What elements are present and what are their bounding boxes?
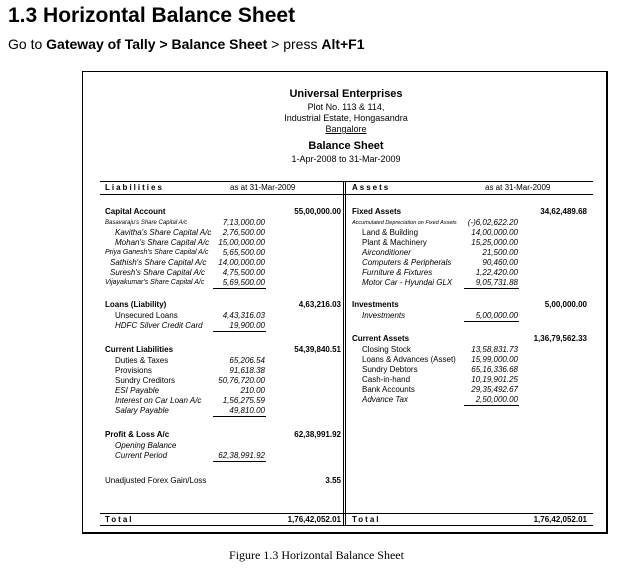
company-city: Bangalore xyxy=(325,124,367,134)
fixed-item-name: Accumulated Depreciation on Fixed Assets xyxy=(352,220,457,226)
current-assets-label: Current Assets xyxy=(352,334,410,343)
fixed-item-name: Motor Car - Hyundai GLX xyxy=(362,278,453,287)
current-liab-item-name: Salary Payable xyxy=(115,406,169,415)
current-asset-item-amount: 29,35,492.67 xyxy=(471,385,518,394)
current-liab-item-amount: 210.00 xyxy=(240,386,265,395)
fixed-item-name: Furniture & Fixtures xyxy=(362,268,433,277)
loans-item-amount: 4,43,316.03 xyxy=(222,311,265,320)
assets-total-label: Total xyxy=(352,515,381,524)
assets-header: Assets xyxy=(352,183,391,192)
liabilities-as-at: as at 31-Mar-2009 xyxy=(230,183,296,192)
forex-total: 3.55 xyxy=(325,476,341,485)
liabilities-header: Liabilities xyxy=(105,183,164,192)
current-liab-item-amount: 50,76,720.00 xyxy=(218,376,265,385)
fixed-item-amount: (-)6,02,622.20 xyxy=(467,218,518,227)
capital-item-name: Kavitha's Share Capital A/c xyxy=(115,228,212,237)
fixed-item-name: Land & Building xyxy=(362,228,419,237)
capital-item-name: Vijayakumar's Share Capital A/c xyxy=(105,279,205,286)
current-asset-item-amount: 65,16,336.68 xyxy=(471,365,518,374)
current-liab-item-name: Duties & Taxes xyxy=(115,356,169,365)
capital-item-amount: 14,00,000.00 xyxy=(218,258,265,267)
page-heading: 1.3 Horizontal Balance Sheet xyxy=(8,4,296,27)
current-liab-item-amount: 65,206.54 xyxy=(229,356,265,365)
investments-label: Investments xyxy=(352,300,399,309)
assets-as-at: as at 31-Mar-2009 xyxy=(485,183,551,192)
capital-item-amount: 5,65,500.00 xyxy=(222,248,265,257)
current-liab-item-name: Provisions xyxy=(115,366,152,375)
pl-item-name: Opening Balance xyxy=(115,441,177,450)
current-liab-item-name: Sundry Creditors xyxy=(115,376,176,385)
loans-item-name: HDFC Silver Credit Card xyxy=(115,321,203,330)
current-asset-item-amount: 10,19,901.25 xyxy=(471,375,518,384)
capital-item-name: Basavaraju's Share Capital A/c xyxy=(105,220,188,226)
capital-item-name: Priya Ganesh's Share Capital A/c xyxy=(105,249,209,256)
fixed-assets-total: 34,62,489.68 xyxy=(540,207,587,216)
instruction-path: Gateway of Tally > Balance Sheet xyxy=(46,36,268,52)
current-asset-item-name: Sundry Debtors xyxy=(362,365,418,374)
company-name: Universal Enterprises xyxy=(289,88,403,100)
current-asset-item-name: Cash-in-hand xyxy=(362,375,411,384)
fixed-item-name: Computers & Peripherals xyxy=(362,258,452,267)
fixed-item-name: Plant & Machinery xyxy=(362,238,427,247)
capital-item-amount: 5,69,500.00 xyxy=(222,278,265,287)
fixed-item-amount: 1,22,420.00 xyxy=(475,268,518,277)
capital-account-total: 55,00,000.00 xyxy=(294,207,341,216)
capital-account-label: Capital Account xyxy=(105,207,166,216)
capital-item-amount: 2,76,500.00 xyxy=(222,228,265,237)
current-assets-total: 1,36,79,562.33 xyxy=(533,334,587,343)
pl-item-name: Current Period xyxy=(115,451,168,460)
capital-item-amount: 4,75,500.00 xyxy=(222,268,265,277)
current-asset-item-amount: 15,99,000.00 xyxy=(471,355,518,364)
fixed-assets-label: Fixed Assets xyxy=(352,207,402,216)
current-liabilities-total: 54,39,840.51 xyxy=(294,345,341,354)
figure-caption: Figure 1.3 Horizontal Balance Sheet xyxy=(229,548,404,562)
instruction-prefix: Go to xyxy=(8,36,47,52)
liabilities-grand-total: 1,76,42,052.01 xyxy=(287,515,341,524)
loans-label: Loans (Liability) xyxy=(105,300,167,309)
company-address-1: Plot No. 113 & 114, xyxy=(307,102,385,112)
fixed-item-name: Airconditioner xyxy=(362,248,411,257)
fixed-item-amount: 90,460.00 xyxy=(482,258,518,267)
fixed-item-amount: 21,500.00 xyxy=(482,248,518,257)
loans-item-amount: 19,900.00 xyxy=(229,321,265,330)
capital-item-name: Suresh's Share Capital A/c xyxy=(110,268,206,277)
investments-total: 5,00,000.00 xyxy=(544,300,587,309)
profit-loss-total: 62,38,991.92 xyxy=(294,430,341,439)
capital-item-amount: 15,00,000.00 xyxy=(218,238,265,247)
loans-total: 4,63,216.03 xyxy=(298,300,341,309)
current-asset-item-name: Bank Accounts xyxy=(362,385,415,394)
assets-grand-total: 1,76,42,052.01 xyxy=(533,515,587,524)
current-liab-item-name: Interest on Car Loan A/c xyxy=(115,396,202,405)
profit-loss-label: Profit & Loss A/c xyxy=(105,430,170,439)
capital-item-name: Sathish's Share Capital A/c xyxy=(110,258,207,267)
company-address-2: Industrial Estate, Hongasandra xyxy=(284,113,408,123)
current-liab-item-name: ESI Payable xyxy=(115,386,160,395)
current-liab-item-amount: 49,810.00 xyxy=(229,406,265,415)
current-asset-item-amount: 2,50,000.00 xyxy=(475,395,518,404)
report-title: Balance Sheet xyxy=(308,140,384,152)
current-liabilities-label: Current Liabilities xyxy=(105,345,174,354)
fixed-item-amount: 15,25,000.00 xyxy=(471,238,518,247)
balance-sheet-panel xyxy=(82,71,608,534)
capital-item-amount: 7,13,000.00 xyxy=(222,218,265,227)
report-period: 1-Apr-2008 to 31-Mar-2009 xyxy=(291,154,401,164)
liabilities-total-label: Total xyxy=(105,515,134,524)
pl-item-amount: 62,38,991.92 xyxy=(218,451,265,460)
investments-item-amount: 5,00,000.00 xyxy=(475,311,518,320)
fixed-item-amount: 14,00,000.00 xyxy=(471,228,518,237)
fixed-item-amount: 9,05,731.88 xyxy=(475,278,518,287)
current-asset-item-name: Advance Tax xyxy=(362,395,408,404)
loans-item-name: Unsecured Loans xyxy=(115,311,178,320)
current-asset-item-name: Loans & Advances (Asset) xyxy=(362,355,456,364)
instruction xyxy=(8,36,365,52)
capital-item-name: Mohan's Share Capital A/c xyxy=(115,238,210,247)
forex-label: Unadjusted Forex Gain/Loss xyxy=(105,476,207,485)
balance-sheet-table xyxy=(100,181,593,526)
current-liab-item-amount: 1,56,275.59 xyxy=(222,396,265,405)
instruction-key: Alt+F1 xyxy=(321,36,365,52)
investments-item-name: Investments xyxy=(362,311,406,320)
current-asset-item-name: Closing Stock xyxy=(362,345,411,354)
current-liab-item-amount: 91,618.38 xyxy=(229,366,265,375)
instruction-middle: > press xyxy=(267,36,322,52)
current-asset-item-amount: 13,58,831.73 xyxy=(471,345,518,354)
